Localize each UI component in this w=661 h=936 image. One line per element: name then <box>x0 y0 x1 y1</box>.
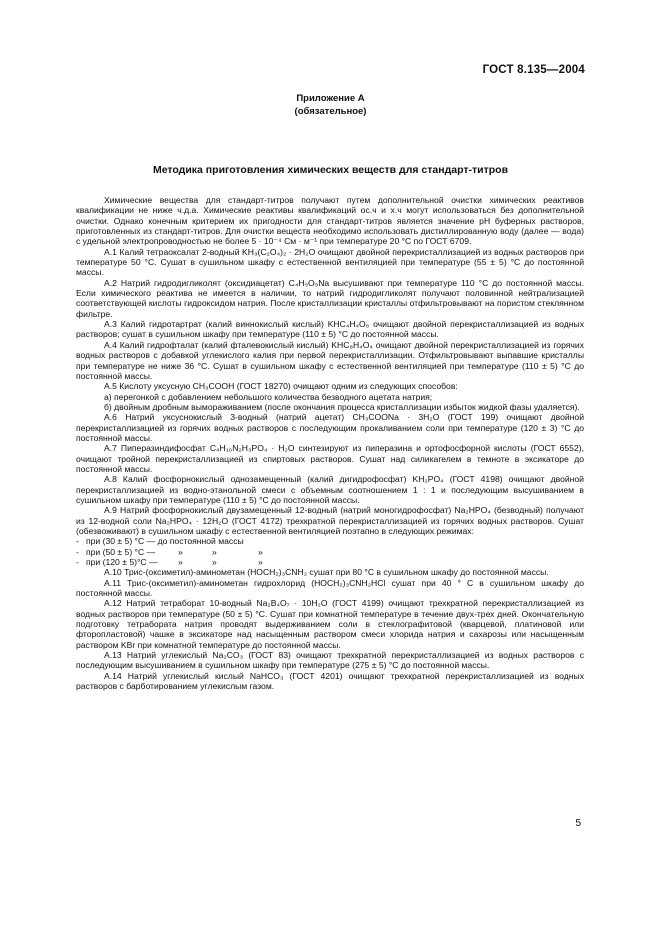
mode-ditto-2: » <box>212 546 217 557</box>
mode-text: при (30 ± 5) °С — до постоянной массы <box>86 536 244 547</box>
paragraph-a6: А.6 Натрий уксуснокислый 3-водный (натрий ацетат) CH₃COONa · 3H₂O (ГОСТ 199) очищают двойной перекристаллизацией из горячих водных растворов с последующим прокаливанием соли при температуре (120 ± 3) °С до постоянной массы. <box>76 412 584 443</box>
paragraph-a5-option-a: а) перегонкой с добавлением небольшого количества безводного ацетата натрия; <box>104 391 433 402</box>
mode-ditto-3: » <box>258 546 263 557</box>
annex-label: Приложение А <box>296 93 365 104</box>
annex-heading <box>0 92 661 118</box>
mode-dash: - <box>76 546 79 557</box>
page-number: 5 <box>575 818 581 829</box>
intro-paragraph: Химические вещества для стандарт-титров получают путем дополнительной очистки химических реактивов квалификации не ниже ч.д.а. Химические реактивы квалификаций ос.ч и х.ч могут использоваться без дополнительной очистки. Однако конечным критерием их пригодности для стандарт-титров является значение pH буферных растворов, приготовленных из стандарт-титров. Для очистки веществ необходимо использовать дистиллированную воду (далее — вода) с удельной электропроводностью не более 5 · 10⁻⁴ См · м⁻¹ при температуре 20 °С по ГОСТ 6709. <box>76 195 584 247</box>
paragraph-a2: А.2 Натрий гидродигликолят (оксидиацетат) C₄H₅O₅Na высушивают при температуре 110 °С до постоянной массы. Если химического реактива не имеется в наличии, то натрий гидродигликолят получают половинной нейтрализацией соответствующей кислоты гидроксидом натрия. После кристаллизации кристаллы отфильтровывают на пористом стеклянном фильтре. <box>76 277 584 319</box>
section-title: Методика приготовления химических веществ для стандарт-титров <box>152 164 509 176</box>
mode-text: при (50 ± 5) °С — <box>86 546 156 557</box>
paragraph-a14: А.14 Натрий углекислый кислый NaHCO₃ (ГОСТ 4201) очищают трехкратной перекристаллизацией из водных растворов с барботированием углекислым газом. <box>76 670 584 692</box>
mode-ditto-1: » <box>178 557 183 568</box>
paragraph-a12: А.12 Натрий тетраборат 10-водный Na₂B₄O₇ · 10H₂O (ГОСТ 4199) очищают трехкратной перекристаллизацией из водных растворов при температуре (50 ± 5) °С. Сушат при комнатной температуре в течение двух-трех дней. Окончательную подготовку тетрабората натрия проводят выдерживанием соли в стеклографитовой (кварцевой, платиновой или фторопластовой) чашке в эксикаторе над насыщенным раствором смеси хлорида натрия и сахарозы или насыщенным раствором KBr при комнатной температуре до постоянной массы. <box>76 598 584 650</box>
paragraph-a11: А.11 Трис-(оксиметил)-аминометан гидрохлорид (HOCH₂)₃CNH₂HCl сушат при 40 ° С в сушильном шкафу до постоянной массы. <box>76 577 584 599</box>
paragraph-a7: А.7 Пиперазиндифосфат C₄H₁₀N₂H₃PO₄ · H₂O синтезируют из пиперазина и ортофосфорной кислоты (ГОСТ 6552), очищают тройной перекристаллизацией из спиртовых растворов. Сушат над силикагелем в темноте в эксикаторе до постоянной массы. <box>76 443 584 474</box>
paragraph-a5-option-b: б) двойным дробным вымораживанием (после окончания процесса кристаллизации избыток жидкой фазы удаляется). <box>104 401 580 412</box>
mode-text: при (120 ± 5)°С — <box>86 557 158 568</box>
drying-mode-3 <box>76 557 584 567</box>
paragraph-a4: А.4 Калий гидрофталат (калий фталевокислый кислый) KHC₈H₄O₄ очищают двойной перекристаллизацией из горячих водных растворов с добавкой углекислого калия при первой перекристаллизации. Отфильтровывают выпавшие кристаллы при температуре не ниже 36 °С. Сушат в сушильном шкафу с естественной вентиляцией при температуре (110 ± 5) °С до постоянной массы. <box>76 339 584 381</box>
document-code: ГОСТ 8.135—2004 <box>482 64 585 76</box>
paragraph-a3: А.3 Калий гидротартрат (калий виннокислый кислый) KHC₄H₄O₆ очищают двойной перекристаллизацией из водных растворов; сушат в сушильном шкафу при температуре (110 ± 5) °С до постоянной массы. <box>76 319 584 340</box>
drying-mode-1 <box>76 536 584 546</box>
mode-ditto-2: » <box>212 557 217 568</box>
paragraph-a10: А.10 Трис-(оксиметил)-аминометан (HOCH₂)₃CNH₂ сушат при 80 °С в сушильном шкафу до постоянной массы. <box>104 567 549 578</box>
annex-status: (обязательное) <box>294 106 367 117</box>
paragraph-a9: А.9 Натрий фосфорнокислый двузамещенный 12-водный (натрий моногидрофосфат) Na₂HPO₄ (безводный) получают из 12-водной соли Na₂HPO₄ · 12H₂O (ГОСТ 4172) трехкратной перекристаллизацией из горячих водных растворов. Сушат (обезвоживают) в сушильном шкафу с естественной вентиляцией поэтапно в следующих режимах: <box>76 505 584 536</box>
paragraph-a8: А.8 Калий фосфорнокислый однозамещенный (калий дигидрофосфат) KH₂PO₄ (ГОСТ 4198) очищают двойной перекристаллизацией из водно-этанольной смеси с объемным соотношением 1 : 1 и последующим высушиванием в сушильном шкафу при температуре (110 ± 5) °С до постоянной массы. <box>76 474 584 505</box>
paragraph-a1: А.1 Калий тетраоксалат 2-водный KH₃(C₂O₄)₂ · 2H₂O очищают двойной перекристаллизацией из водных растворов при температуре 50 °С. Сушат в сушильном шкафу с естественной вентиляцией при температуре (55 ± 5) °С до постоянной массы. <box>76 246 584 278</box>
mode-ditto-3: » <box>258 557 263 568</box>
paragraph-a5: А.5 Кислоту уксусную CH₃COOH (ГОСТ 18270) очищают одним из следующих способов: <box>104 381 458 392</box>
body-text <box>76 195 584 692</box>
mode-ditto-1: » <box>178 546 183 557</box>
mode-dash: - <box>76 557 79 568</box>
paragraph-a13: А.13 Натрий углекислый Na₂CO₃ (ГОСТ 83) очищают трехкратной перекристаллизацией из водных растворов с последующим высушиванием в сушильном шкафу при температуре (275 ± 5) °С до постоянной массы. <box>76 650 584 671</box>
mode-dash: - <box>76 536 79 547</box>
drying-mode-2 <box>76 547 584 557</box>
